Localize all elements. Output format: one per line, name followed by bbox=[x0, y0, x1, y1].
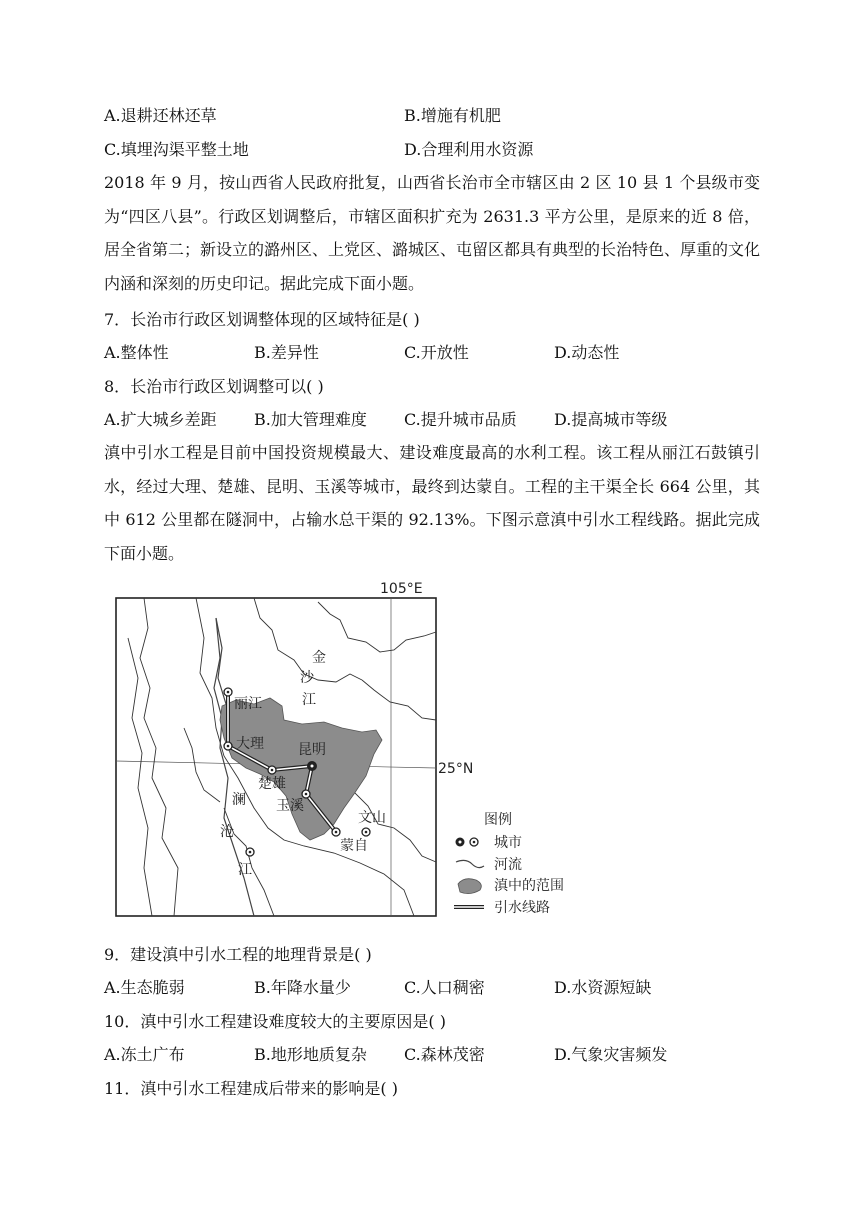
q9-stem: 9．建设滇中引水工程的地理背景是( ) bbox=[104, 945, 372, 964]
passage-changzhi: 2018 年 9 月，按山西省人民政府批复，山西省长治市全市辖区由 2 区 10 县 1 个县级市变为“四区八县”。行政区划调整后，市辖区面积扩充为 2631.3 平方公里，是原来的近 8 倍，居全省第二；新设立的潞州区、上党区、潞城区、屯留区都具有典型的长治特色、厚重的文化内涵和深刻的历史印记。据此完成下面小题。 bbox=[104, 173, 761, 293]
passage-dianzhong: 滇中引水工程是目前中国投资规模最大、建设难度最高的水利工程。该工程从丽江石鼓镇引水，经过大理、楚雄、昆明、玉溪等城市，最终到达蒙自。工程的主干渠全长 664 公里，其中 612 公里都在隧洞中，占输水总干渠的 92.13%。下图示意滇中引水工程线路。据此完成下面小题。 bbox=[104, 443, 760, 563]
legend-region-icon bbox=[458, 879, 481, 894]
q6-option-a: A.退耕还林还草 bbox=[104, 106, 217, 125]
label-jinsha-3: 江 bbox=[302, 692, 316, 708]
q9-option-c: C.人口稠密 bbox=[404, 978, 485, 997]
q9-option-b: B.年降水量少 bbox=[254, 978, 351, 997]
q6-option-c: C.填埋沟渠平整土地 bbox=[104, 140, 249, 159]
q8-option-d: D.提高城市等级 bbox=[554, 410, 668, 429]
q10-option-c: C.森林茂密 bbox=[404, 1045, 485, 1064]
label-kunming: 昆明 bbox=[298, 742, 326, 758]
longitude-label: 105°E bbox=[380, 581, 423, 597]
label-chuxiong: 楚雄 bbox=[258, 776, 286, 792]
label-lancang-2: 沧 bbox=[220, 824, 234, 840]
q9-option-d: D.水资源短缺 bbox=[554, 978, 652, 997]
legend-river-label: 河流 bbox=[494, 857, 522, 873]
q8-option-b: B.加大管理难度 bbox=[254, 410, 367, 429]
label-lijiang: 丽江 bbox=[234, 696, 262, 712]
legend-river-icon bbox=[456, 860, 484, 867]
label-lancang-1: 澜 bbox=[232, 792, 246, 808]
label-yuxi: 玉溪 bbox=[276, 798, 304, 814]
q6-option-d: D.合理利用水资源 bbox=[404, 140, 534, 159]
q8-stem: 8．长治市行政区划调整可以( ) bbox=[104, 377, 324, 396]
legend-city-label: 城市 bbox=[494, 835, 522, 851]
q11-stem: 11．滇中引水工程建成后带来的影响是( ) bbox=[104, 1079, 398, 1098]
label-wenshan: 文山 bbox=[358, 810, 386, 826]
q6-option-b: B.增施有机肥 bbox=[404, 106, 501, 125]
q10-option-b: B.地形地质复杂 bbox=[254, 1045, 367, 1064]
q7-stem: 7．长治市行政区划调整体现的区域特征是( ) bbox=[104, 310, 420, 329]
q9-option-a: A.生态脆弱 bbox=[104, 978, 185, 997]
q8-option-c: C.提升城市品质 bbox=[404, 410, 517, 429]
map-legend bbox=[454, 812, 564, 916]
dianzhong-map bbox=[104, 578, 564, 923]
q10-stem: 10．滇中引水工程建设难度较大的主要原因是( ) bbox=[104, 1012, 446, 1031]
q10-option-a: A.冻土广布 bbox=[104, 1045, 185, 1064]
label-jinsha-1: 金 bbox=[312, 650, 326, 666]
q7-option-b: B.差异性 bbox=[254, 343, 319, 362]
latitude-label: 25°N bbox=[438, 761, 474, 777]
label-lancang-3: 江 bbox=[238, 862, 252, 878]
label-mengzi: 蒙自 bbox=[340, 838, 368, 854]
label-dali: 大理 bbox=[236, 736, 264, 752]
q7-option-a: A.整体性 bbox=[104, 343, 169, 362]
label-jinsha-2: 沙 bbox=[300, 670, 314, 686]
q8-option-a: A.扩大城乡差距 bbox=[104, 410, 217, 429]
q10-option-d: D.气象灾害频发 bbox=[554, 1045, 668, 1064]
q7-option-c: C.开放性 bbox=[404, 343, 469, 362]
q7-option-d: D.动态性 bbox=[554, 343, 620, 362]
legend-route-label: 引水线路 bbox=[494, 900, 550, 916]
legend-region-label: 滇中的范围 bbox=[494, 878, 564, 894]
legend-title: 图例 bbox=[484, 812, 512, 828]
